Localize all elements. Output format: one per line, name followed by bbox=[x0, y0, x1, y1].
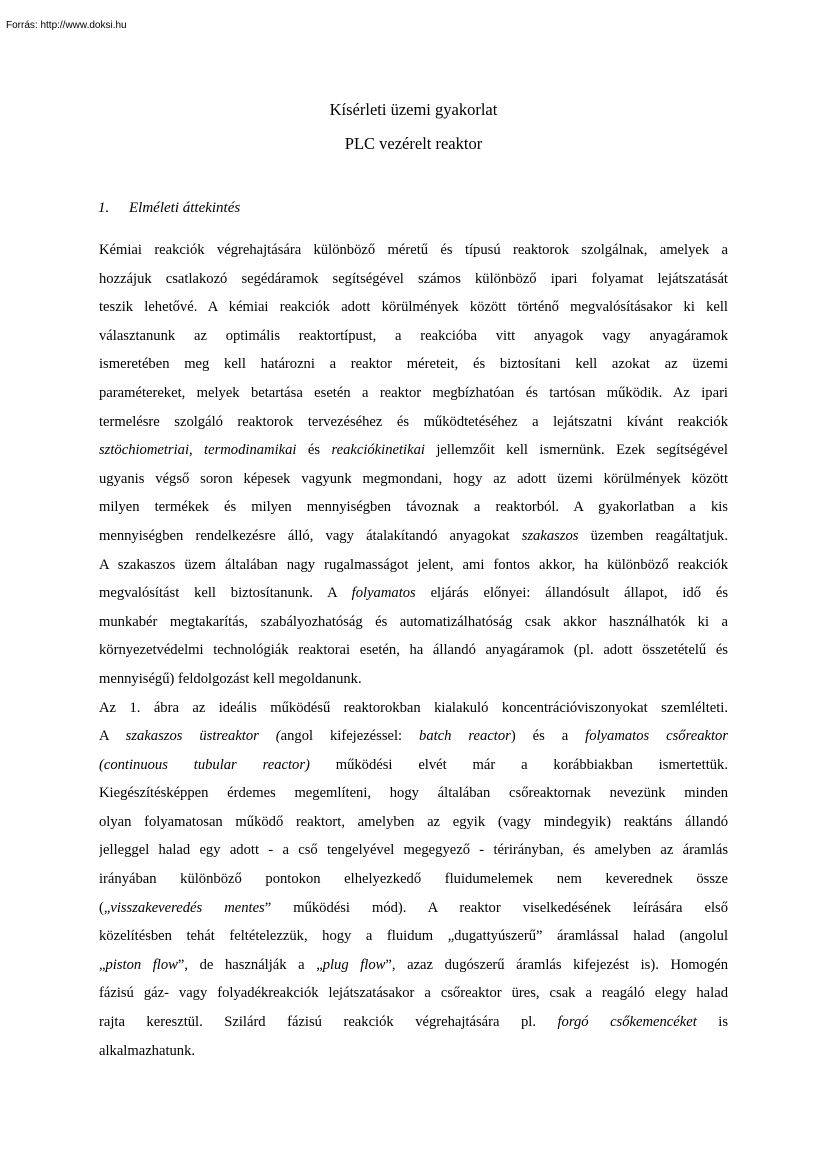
page-subtitle: PLC vezérelt reaktor bbox=[344, 134, 483, 153]
emphasis-text: piston flow bbox=[105, 956, 178, 973]
text-line bbox=[99, 865, 728, 894]
text-segment: közelítésben tehát feltételezzük, hogy a fluidum „dugattyúszerű” áramlással halad (angolul bbox=[99, 928, 728, 945]
text-segment: hozzájuk csatlakozó segédáramok segítségével számos különböző ipari folyamat lejátszatását bbox=[99, 270, 728, 287]
text-segment: irányában különböző pontokon elhelyezkedő fluidumelemek nem keverednek össze bbox=[99, 871, 728, 888]
emphasis-text: forgó csőkemencéket bbox=[557, 1014, 697, 1031]
text-line bbox=[99, 579, 728, 608]
text-segment: mennyiségben rendelkezésre álló, vagy átalakítandó anyagokat bbox=[99, 527, 522, 544]
text-line bbox=[99, 808, 728, 837]
text-segment: milyen termékek és milyen mennyiségben távoznak a reaktorból. A gyakorlatban a kis bbox=[99, 499, 728, 516]
text-segment: A szakaszos üzem általában nagy rugalmasságot jelent, ami fontos akkor, ha különböző reakciók bbox=[99, 556, 728, 573]
text-line bbox=[99, 465, 728, 494]
text-line bbox=[99, 236, 728, 265]
emphasis-text: reakciókinetikai bbox=[331, 442, 425, 459]
text-line bbox=[99, 922, 728, 951]
text-segment: rajta keresztül. Szilárd fázisú reakciók végrehajtására pl. bbox=[99, 1014, 558, 1031]
text-segment: Az 1. ábra az ideális működésű reaktorokban kialakuló koncentrációviszonyokat szemlélteti. bbox=[99, 699, 728, 716]
emphasis-text: sztöchiometriai, termodinamikai bbox=[99, 442, 297, 459]
text-segment: „ bbox=[99, 956, 106, 973]
text-line bbox=[99, 265, 728, 294]
text-segment: is bbox=[696, 1014, 728, 1031]
text-segment: megvalósítást kell biztosítanunk. A bbox=[99, 585, 352, 602]
text-segment: Kiegészítésképpen érdemes megemlíteni, hogy általában csőreaktornak nevezünk minden bbox=[99, 785, 728, 802]
text-line bbox=[99, 350, 728, 379]
text-segment: olyan folyamatosan működő reaktort, amelyben az egyik (vagy mindegyik) reaktáns állandó bbox=[99, 813, 728, 830]
text-line bbox=[99, 522, 728, 551]
text-segment: üzemben reagáltatjuk. bbox=[578, 527, 728, 544]
text-line bbox=[99, 894, 728, 923]
text-segment: ”, de használják a „ bbox=[177, 956, 323, 973]
text-segment: teszik lehetővé. A kémiai reakciók adott körülmények között történő megvalósításakor ki kell bbox=[99, 299, 728, 316]
emphasis-text: folyamatos csőreaktor bbox=[585, 728, 728, 745]
text-segment: jellemzőit kell ismernünk. Ezek segítségével bbox=[424, 442, 728, 459]
text-line bbox=[99, 636, 728, 665]
text-line bbox=[99, 951, 728, 980]
text-segment: Kémiai reakciók végrehajtására különböző méretű és típusú reaktorok szolgálnak, amelyek a bbox=[99, 242, 728, 258]
text-line bbox=[99, 779, 728, 808]
text-segment: és bbox=[296, 442, 332, 459]
text-segment: A bbox=[99, 728, 126, 745]
text-line bbox=[99, 379, 728, 408]
page-title: Kísérleti üzemi gyakorlat bbox=[329, 100, 498, 119]
text-segment: („ bbox=[99, 899, 111, 916]
text-segment: ismeretében meg kell határozni a reaktor méreteit, és biztosítani kell azokat az üzemi bbox=[99, 356, 728, 373]
section-number: 1. bbox=[98, 200, 110, 216]
emphasis-text: visszakeveredés mentes bbox=[110, 899, 265, 916]
body-text bbox=[99, 236, 728, 1065]
section-heading bbox=[98, 200, 240, 217]
text-segment: alkalmazhatunk. bbox=[99, 1042, 196, 1059]
emphasis-text: batch reactor bbox=[419, 728, 511, 745]
text-line bbox=[99, 551, 728, 580]
text-segment: ” működési mód). A reaktor viselkedésének leírására első bbox=[264, 899, 728, 916]
text-segment: mennyiségű) feldolgozást kell megoldanunk. bbox=[99, 670, 362, 687]
section-title: Elméleti áttekintés bbox=[129, 200, 241, 216]
emphasis-text: szakaszos üstreaktor ( bbox=[125, 728, 281, 745]
text-segment: ”, azaz dugószerű áramlás kifejezést is). Homogén bbox=[385, 956, 728, 973]
text-segment: ) és a bbox=[510, 728, 586, 745]
text-line bbox=[99, 493, 728, 522]
text-line bbox=[99, 608, 728, 637]
text-line bbox=[99, 751, 728, 780]
emphasis-text: (continuous tubular reactor) bbox=[99, 756, 310, 773]
text-segment: eljárás előnyei: állandósult állapot, idő és bbox=[415, 585, 728, 602]
text-line bbox=[99, 836, 728, 865]
text-line bbox=[99, 1008, 728, 1037]
text-line bbox=[99, 408, 728, 437]
text-segment: paramétereket, melyek betartása esetén a reaktor megbízhatóan és tartósan működik. Az ipari bbox=[99, 384, 728, 401]
text-line bbox=[99, 293, 728, 322]
text-segment: ugyanis végső soron képesek vagyunk megmondani, hogy az adott üzemi körülmények között bbox=[99, 470, 728, 487]
text-line bbox=[99, 979, 728, 1008]
text-segment: választanunk az optimális reaktortípust, a reakcióba vitt anyagok vagy anyagáramok bbox=[99, 327, 728, 344]
text-line bbox=[99, 665, 728, 694]
text-segment: termelésre szolgáló reaktorok tervezéséhez és működtetéséhez a lejátszatni kívánt reakciók bbox=[99, 413, 728, 430]
emphasis-text: folyamatos bbox=[351, 585, 416, 602]
text-segment: angol kifejezéssel: bbox=[280, 728, 420, 745]
text-line bbox=[99, 436, 728, 465]
text-segment: működési elvét már a korábbiakban ismertettük. bbox=[309, 756, 728, 773]
text-line bbox=[99, 694, 728, 723]
text-segment: munkabér megtakarítás, szabályozhatóság és automatizálhatóság csak akkor használhatók ki a bbox=[99, 613, 728, 630]
text-segment: környezetvédelmi technológiák reaktorai esetén, ha állandó anyagáramok (pl. adott összetételű és bbox=[99, 642, 728, 659]
text-line bbox=[99, 322, 728, 351]
text-line bbox=[99, 1037, 728, 1066]
text-segment: fázisú gáz- vagy folyadékreakciók lejátszatásakor a csőreaktor üres, csak a reagáló elegy halad bbox=[99, 985, 728, 1002]
text-line bbox=[99, 722, 728, 751]
text-segment: jelleggel halad egy adott - a cső tengelyével megegyező - térirányban, és amelyben az áramlás bbox=[99, 842, 728, 859]
source-label: Forrás: http://www.doksi.hu bbox=[6, 20, 127, 31]
emphasis-text: plug flow bbox=[322, 956, 386, 973]
emphasis-text: szakaszos bbox=[521, 527, 579, 544]
